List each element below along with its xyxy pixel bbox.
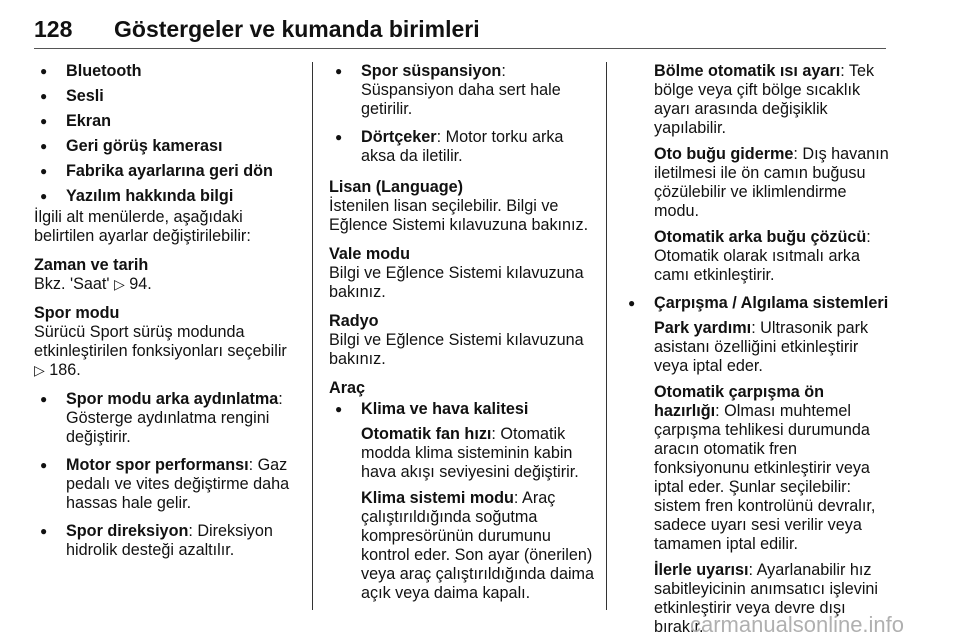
section-text: Bkz. 'Saat' ▷ 94. (34, 275, 152, 293)
column-3 (622, 62, 890, 644)
column-divider-1 (312, 62, 313, 610)
list-item: ● Klima ve hava kalitesi (329, 400, 595, 419)
header-divider (34, 48, 886, 49)
sport-mode-section (34, 304, 300, 380)
triangle-right-icon: ▷ (113, 276, 125, 292)
watermark: carmanualsonline.info (690, 612, 905, 637)
list-item: ● Spor süspansiyon: Süspansiyon daha sert hale getirilir. (329, 62, 595, 119)
section-text: Bilgi ve Eğlence Sistemi kılavuzuna bakınız. (329, 331, 584, 368)
rear-defrost-entry: Otomatik arka buğu çözücü: Otomatik olarak ısıtmalı arka camı etkinleştirir. (654, 228, 871, 284)
collision-list (622, 294, 890, 313)
list-item: ● Ekran (34, 112, 300, 131)
column-1 (34, 62, 300, 569)
section-heading: Spor modu (34, 304, 120, 322)
section-heading: Vale modu (329, 245, 410, 263)
sport-options-list-cont (329, 62, 595, 166)
valet-section (329, 245, 595, 302)
list-item: ● Çarpışma / Algılama sistemleri (622, 294, 890, 313)
collision-prep-entry: Otomatik çarpışma ön hazırlığı: Olması muhtemel çarpışma tehlikesi durumunda aracın otomatik fren fonksiyonunu etkinleştirir veya iptal eder. Şunlar seçilebilir: sistem fren kontrolünü devralır, sadece uyarı sesi verilir veya tamamen iptal edilir. (654, 383, 876, 553)
forward-alert-entry: İlerle uyarısı: Ayarlanabilir hız sabitleyicinin anımsatıcı işlevini etkinleştirir veya devre dışı bırakır. (654, 561, 879, 636)
vehicle-section (329, 379, 595, 603)
radio-section (329, 312, 595, 369)
list-item: ● Geri görüş kamerası (34, 137, 300, 156)
list-item: ● Sesli (34, 87, 300, 106)
vehicle-list (329, 400, 595, 419)
list-item: ● Yazılım hakkında bilgi (34, 187, 300, 206)
list-item: ● Spor modu arka aydınlatma: Gösterge aydınlatma rengini değiştirir. (34, 390, 300, 447)
zone-temp-entry: Bölme otomatik ısı ayarı: Tek bölge veya çift bölge sıcaklık ayarı arasında değişiklik yapılabilir. (654, 62, 875, 137)
page-title: Göstergeler ve kumanda birimleri (114, 16, 480, 42)
section-text: İstenilen lisan seçilebilir. Bilgi ve Eğlence Sistemi kılavuzuna bakınız. (329, 197, 589, 234)
park-assist-entry: Park yardımı: Ultrasonik park asistanı özelliğini etkinleştirir veya iptal eder. (654, 319, 869, 375)
intro-text: İlgili alt menülerde, aşağıdaki belirtilen ayarlar değiştirilebilir: (34, 208, 251, 245)
list-item: ● Bluetooth (34, 62, 300, 81)
ac-mode-entry: Klima sistemi modu: Araç çalıştırıldığında soğutma kompresörünün durumunu kontrol eder. Son ayar (önerilen) veya araç çalıştırıldığında daima açık veya daima kapalı. (361, 489, 595, 602)
list-item: ● Spor direksiyon: Direksiyon hidrolik desteği azaltılır. (34, 522, 300, 560)
list-item: ● Fabrika ayarlarına geri dön (34, 162, 300, 181)
triangle-right-icon: ▷ (34, 362, 45, 378)
list-item: ● Dörtçeker: Motor torku arka aksa da iletilir. (329, 128, 595, 166)
auto-fan-entry: Otomatik fan hızı: Otomatik modda klima sisteminin kabin hava akışı seviyesini değiştirir. (361, 425, 579, 481)
auto-defog-entry: Oto buğu giderme: Dış havanın iletilmesi ile ön camın buğusu çözülebilir ve iklimlendirme modu. (654, 145, 889, 220)
time-date-section (34, 256, 300, 294)
list-item: ● Motor spor performansı: Gaz pedalı ve vites değiştirme daha hassas hale gelir. (34, 456, 300, 513)
column-divider-2 (606, 62, 607, 610)
language-section (329, 178, 595, 235)
menu-list (34, 62, 300, 206)
section-heading: Lisan (Language) (329, 178, 464, 196)
sport-options-list (34, 390, 300, 560)
section-heading: Zaman ve tarih (34, 256, 149, 274)
column-2 (329, 62, 595, 613)
section-heading: Radyo (329, 312, 379, 330)
section-text: Sürücü Sport sürüş modunda etkinleştirilen fonksiyonları seçebilir ▷ 186. (34, 323, 287, 379)
page-number: 128 (34, 16, 73, 42)
page-header (34, 6, 886, 48)
section-text: Bilgi ve Eğlence Sistemi kılavuzuna bakınız. (329, 264, 584, 301)
section-heading: Araç (329, 379, 365, 397)
